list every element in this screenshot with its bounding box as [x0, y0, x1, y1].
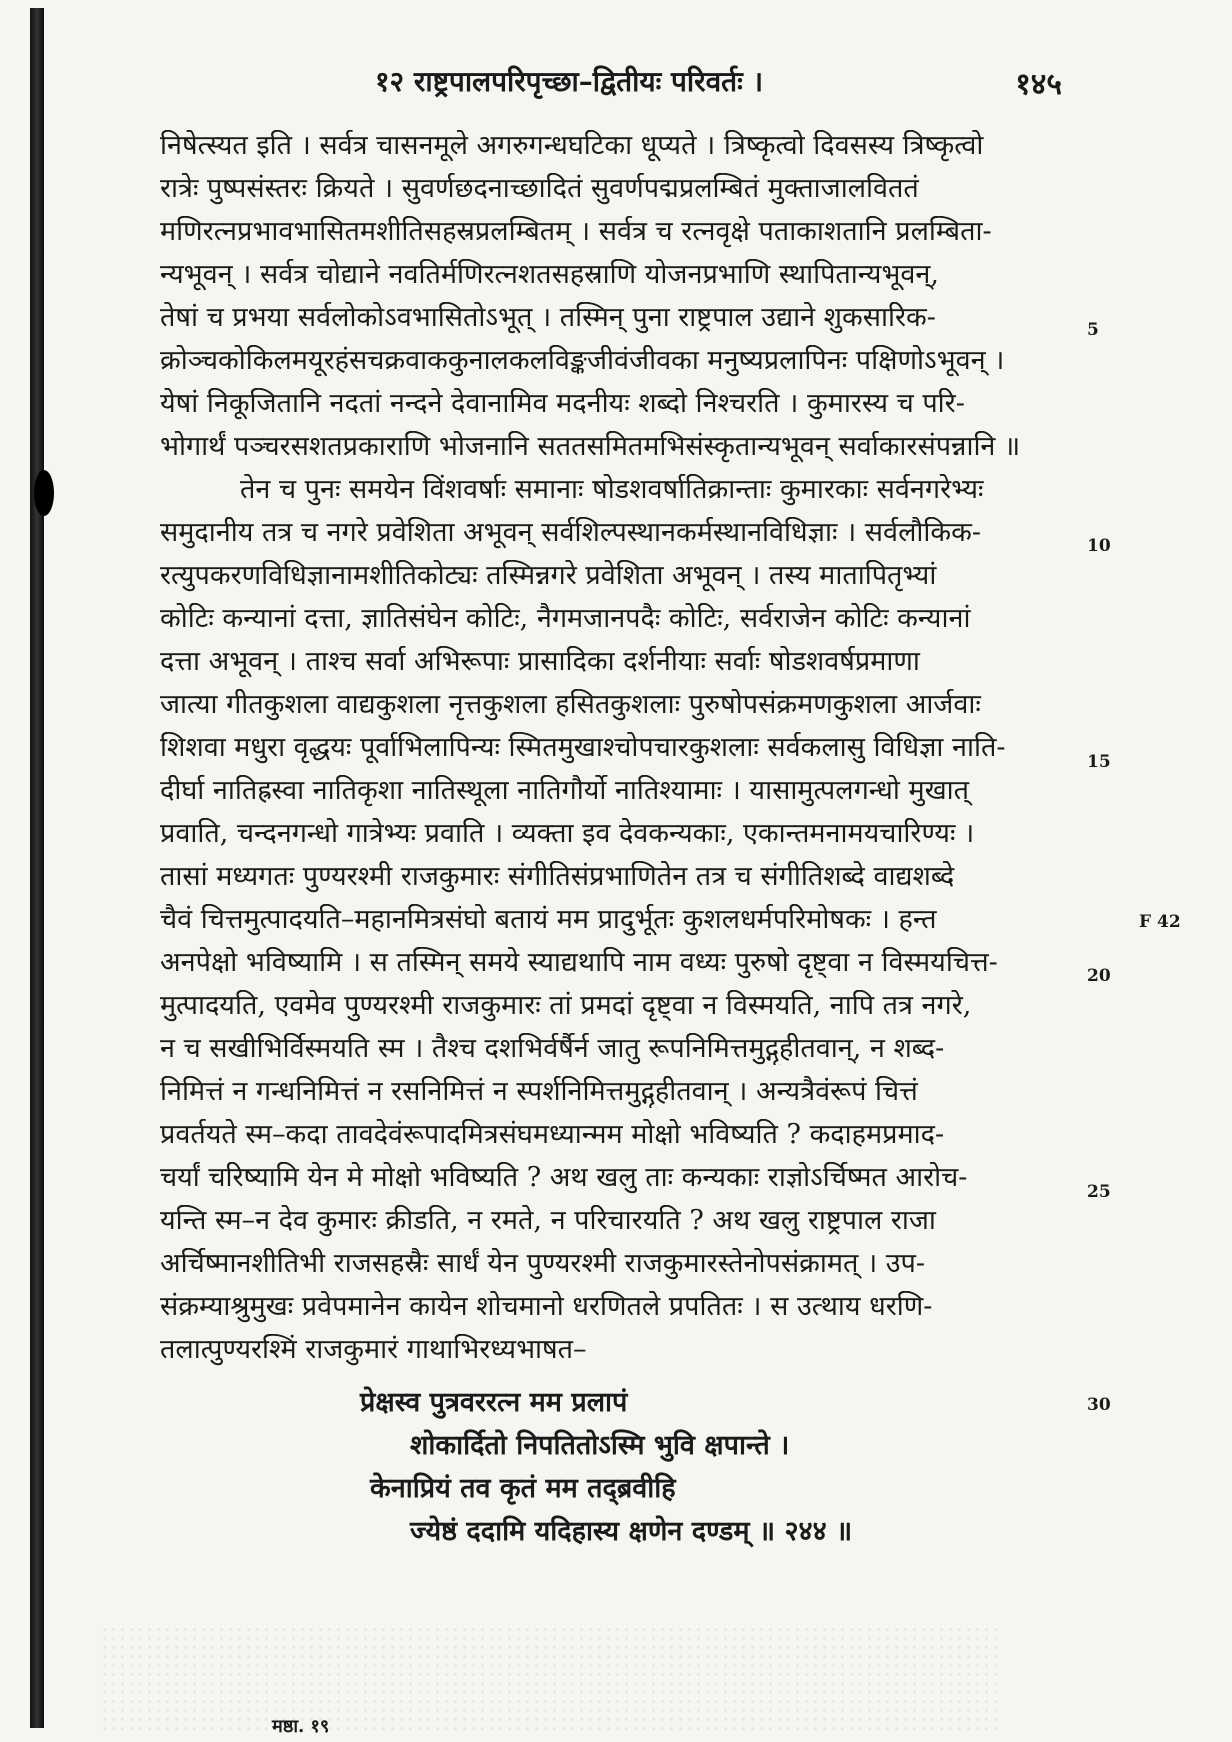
binding-mark — [34, 470, 54, 516]
text-line: चैवं चित्तमुत्पादयति–महानमित्रसंघो बतायं मम प्रादुर्भूतः कुशलधर्मपरिमोषकः । हन्त — [160, 904, 937, 935]
line-number: 30 — [1087, 1395, 1111, 1415]
line-number: 15 — [1087, 752, 1111, 772]
verse-line: शोकार्दितो निपतितोऽस्मि भुवि क्षपान्ते । — [410, 1430, 790, 1461]
text-line: चर्यां चरिष्यामि येन मे मोक्षो भविष्यति ? अथ खलु ताः कन्यकाः राज्ञोऽर्चिष्मत आरोच- — [160, 1162, 968, 1193]
verse-line: केनाप्रियं तव कृतं मम तद्ब्रवीहि — [370, 1473, 676, 1504]
text-line: मुत्पादयति, एवमेव पुण्यरश्मी राजकुमारः तां प्रमदां दृष्ट्वा न विस्मयति, नापि तत्र नगरे, — [160, 990, 972, 1021]
text-line: संक्रम्याश्रुमुखः प्रवेपमानेन कायेन शोचमानो धरणितले प्रपतितः । स उत्थाय धरणि- — [160, 1291, 933, 1322]
text-line: प्रवाति, चन्दनगन्धो गात्रेभ्यः प्रवाति । व्यक्ता इव देवकन्यकाः, एकान्तमनामयचारिण्यः । — [160, 818, 975, 849]
text-line: दीर्घा नातिह्रस्वा नातिकृशा नातिस्थूला नातिगौर्यो नातिश्यामाः । यासामुत्पलगन्धो मुखात् — [160, 775, 970, 806]
line-number: 20 — [1087, 966, 1111, 986]
text-line: येषां निकूजितानि नदतां नन्दने देवानामिव मदनीयः शब्दो निश्चरति । कुमारस्य च परि- — [160, 388, 965, 419]
text-line: निषेत्स्यत इति । सर्वत्र चासनमूले अगरुगन्धघटिका धूप्यते । त्रिष्कृत्वो दिवसस्य त्रिष्कृत्वो — [160, 130, 984, 161]
footer-signature: मष्ठा. १९ — [272, 1716, 330, 1737]
text-line: तेषां च प्रभया सर्वलोकोऽवभासितोऽभूत् । तस्मिन् पुना राष्ट्रपाल उद्याने शुकसारिक- — [160, 302, 936, 333]
text-line: न च सखीभिर्विस्मयति स्म । तैश्च दशभिर्वर्षैर्न जातु रूपनिमित्तमुद्गृहीतवान्, न शब्द- — [160, 1033, 945, 1064]
text-line: यन्ति स्म–न देव कुमारः क्रीडति, न रमते, न परिचारयति ? अथ खलु राष्ट्रपाल राजा — [160, 1205, 936, 1236]
text-line: रत्युपकरणविधिज्ञानामशीतिकोट्यः तस्मिन्नगरे प्रवेशिता अभूवन् । तस्य मातापितृभ्यां — [160, 560, 937, 591]
verse-line: प्रेक्षस्व पुत्रवररत्न मम प्रलापं — [360, 1387, 628, 1418]
page-header — [160, 62, 1062, 102]
text-line: अर्चिष्मानशीतिभी राजसहस्रैः सार्धं येन पुण्यरश्मी राजकुमारस्तेनोपसंक्रामत् । उप- — [160, 1248, 926, 1279]
text-line: तेन च पुनः समयेन विंशवर्षाः समानाः षोडशवर्षातिक्रान्ताः कुमारकाः सर्वनगरेभ्यः — [240, 474, 984, 505]
print-speckle — [100, 1625, 1000, 1735]
text-line: न्यभूवन् । सर्वत्र चोद्याने नवतिर्मणिरत्नशतसहस्राणि योजनप्रभाणि स्थापितान्यभूवन्, — [160, 259, 939, 290]
text-line: दत्ता अभूवन् । ताश्च सर्वा अभिरूपाः प्रासादिका दर्शनीयाः सर्वाः षोडशवर्षप्रमाणा — [160, 646, 920, 677]
book-binding-edge — [30, 8, 44, 1728]
text-line: निमित्तं न गन्धनिमित्तं न रसनिमित्तं न स्पर्शनिमित्तमुद्गृहीतवान् । अन्यत्रैवंरूपं चित्तं — [160, 1076, 918, 1107]
text-line: शिशवा मधुरा वृद्धयः पूर्वाभिलापिन्यः स्मितमुखाश्चोपचारकुशलाः सर्वकलासु विधिज्ञा नाति- — [160, 732, 1006, 763]
text-line: क्रोञ्चकोकिलमयूरहंसचक्रवाककुनालकलविङ्कजीवंजीवका मनुष्यप्रलापिनः पक्षिणोऽभूवन् । — [160, 345, 1005, 376]
page-number: १४५ — [1015, 67, 1062, 102]
text-line: रात्रेः पुष्पसंस्तरः क्रियते । सुवर्णछदनाच्छादितं सुवर्णपद्मप्रलम्बितं मुक्ताजालविततं — [160, 173, 919, 204]
text-line: भोगार्थं पञ्चरसशतप्रकाराणि भोजनानि सततसमितमभिसंस्कृतान्यभूवन् सर्वाकारसंपन्नानि ॥ — [160, 431, 1021, 462]
text-line: अनपेक्षो भविष्यामि । स तस्मिन् समये स्याद्यथापि नाम वध्यः पुरुषो दृष्ट्वा न विस्मयचित्त- — [160, 947, 998, 978]
line-number: 25 — [1087, 1182, 1111, 1202]
chapter-title: १२ राष्ट्रपालपरिपृच्छा–द्वितीयः परिवर्तः । — [375, 65, 764, 98]
text-line: समुदानीय तत्र च नगरे प्रवेशिता अभूवन् सर्वशिल्पस्थानकर्मस्थानविधिज्ञाः । सर्वलौकिक- — [160, 517, 981, 548]
margin-note: F 42 — [1139, 912, 1181, 932]
verse-line: ज्येष्ठं ददामि यदिहास्य क्षणेन दण्डम् ॥ २४४ ॥ — [410, 1516, 853, 1547]
text-line: तासां मध्यगतः पुण्यरश्मी राजकुमारः संगीतिसंप्रभाणितेन तत्र च संगीतिशब्दे वाद्यशब्दे — [160, 861, 955, 892]
text-line: कोटिः कन्यानां दत्ता, ज्ञातिसंघेन कोटिः, नैगमजानपदैः कोटिः, सर्वराजेन कोटिः कन्यानां — [160, 603, 971, 634]
text-line: तलात्पुण्यरश्मिं राजकुमारं गाथाभिरध्यभाषत– — [160, 1334, 587, 1365]
line-number: 5 — [1087, 320, 1099, 340]
text-line: जात्या गीतकुशला वाद्यकुशला नृत्तकुशला हसितकुशलाः पुरुषोपसंक्रमणकुशला आर्जवाः — [160, 689, 981, 720]
line-number: 10 — [1087, 536, 1111, 556]
text-line: प्रवर्तयते स्म–कदा तावदेवंरूपादमित्रसंघमध्यान्मम मोक्षो भविष्यति ? कदाहमप्रमाद- — [160, 1119, 945, 1150]
text-line: मणिरत्नप्रभावभासितमशीतिसहस्रप्रलम्बितम् । सर्वत्र च रत्नवृक्षे पताकाशतानि प्रलम्बिता- — [160, 216, 992, 247]
